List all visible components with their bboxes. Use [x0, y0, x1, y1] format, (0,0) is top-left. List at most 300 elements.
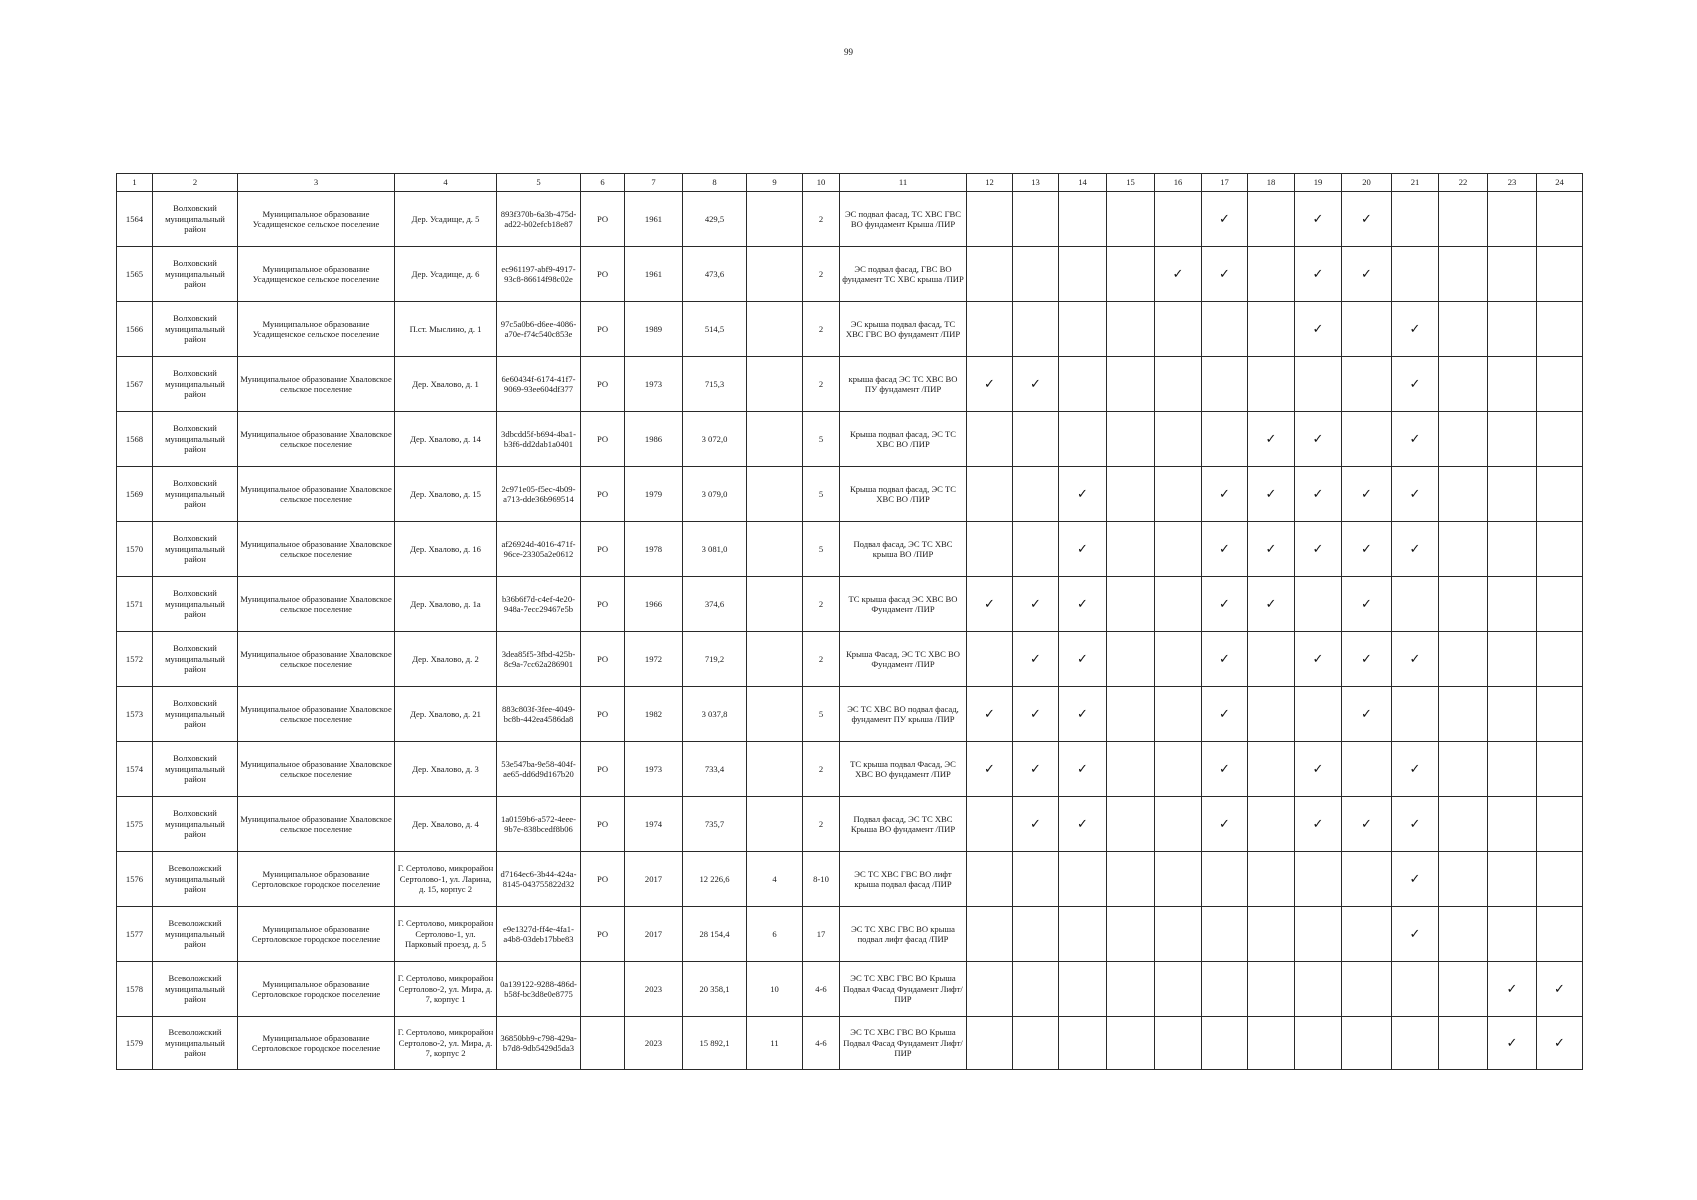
cell-col-21	[1392, 687, 1439, 742]
cell-commission-year: 1961	[625, 192, 683, 247]
cell-municipality: Муниципальное образование Хваловское сельское поселение	[238, 467, 395, 522]
cell-municipality: Муниципальное образование Усадищенское сельское поселение	[238, 247, 395, 302]
cell-fund-form: РО	[581, 907, 625, 962]
cell-fund-form: РО	[581, 577, 625, 632]
cell-col-23	[1488, 577, 1537, 632]
cell-col-20	[1342, 1017, 1392, 1070]
cell-col-18	[1248, 687, 1295, 742]
cell-col-12	[967, 907, 1013, 962]
cell-col-13	[1013, 302, 1059, 357]
column-number-16: 16	[1155, 174, 1202, 192]
checkmark-icon: ✓	[1312, 211, 1324, 227]
cell-entrances	[747, 357, 803, 412]
cell-col-16	[1155, 522, 1202, 577]
cell-fias-code: b36b6f7d-c4ef-4e20-948a-7ecc29467e5b	[497, 577, 581, 632]
cell-col-24	[1537, 632, 1583, 687]
cell-col-14	[1059, 962, 1107, 1017]
table-body	[117, 192, 1583, 1070]
cell-works-list: Крыша подвал фасад, ЭС ТС ХВС ВО /ПИР	[840, 467, 967, 522]
table-row	[117, 357, 1583, 412]
cell-row-number: 1564	[117, 192, 153, 247]
cell-commission-year: 1973	[625, 742, 683, 797]
cell-fias-code: e9e1327d-ff4e-4fa1-a4b8-03deb17bbe83	[497, 907, 581, 962]
cell-col-16	[1155, 577, 1202, 632]
cell-col-14	[1059, 412, 1107, 467]
cell-col-24	[1537, 742, 1583, 797]
cell-floors: 5	[803, 687, 840, 742]
cell-col-21	[1392, 907, 1439, 962]
cell-floors: 8-10	[803, 852, 840, 907]
column-number-21: 21	[1392, 174, 1439, 192]
cell-col-21	[1392, 742, 1439, 797]
cell-district: Волховский муниципальный район	[153, 467, 238, 522]
checkmark-icon: ✓	[1312, 431, 1324, 447]
cell-entrances	[747, 577, 803, 632]
checkmark-icon: ✓	[1077, 596, 1088, 612]
cell-works-list: ЭС ТС ХВС ГВС ВО лифт крыша подвал фасад /ПИР	[840, 852, 967, 907]
cell-col-20	[1342, 852, 1392, 907]
cell-entrances	[747, 467, 803, 522]
cell-fias-code: 3dea85f5-3fbd-425b-8c9a-7cc62a286901	[497, 632, 581, 687]
cell-address: Дер. Усадище, д. 6	[395, 247, 497, 302]
cell-col-24	[1537, 412, 1583, 467]
cell-municipality: Муниципальное образование Сертоловское городское поселение	[238, 1017, 395, 1070]
cell-col-13	[1013, 797, 1059, 852]
cell-col-24	[1537, 687, 1583, 742]
column-number-1: 1	[117, 174, 153, 192]
cell-col-23	[1488, 797, 1537, 852]
cell-commission-year: 2017	[625, 907, 683, 962]
cell-works-list: крыша фасад ЭС ТС ХВС ВО ПУ фундамент /ПИР	[840, 357, 967, 412]
cell-area: 735,7	[683, 797, 747, 852]
cell-col-18	[1248, 247, 1295, 302]
cell-col-15	[1107, 907, 1155, 962]
cell-district: Волховский муниципальный район	[153, 742, 238, 797]
cell-col-21	[1392, 247, 1439, 302]
cell-col-22	[1439, 632, 1488, 687]
table-row	[117, 192, 1583, 247]
cell-fund-form: РО	[581, 192, 625, 247]
cell-fias-code: 36850bb9-c798-429a-b7d8-9db5429d5da3	[497, 1017, 581, 1070]
cell-col-13	[1013, 522, 1059, 577]
cell-works-list: ТС крыша фасад ЭС ХВС ВО Фундамент /ПИР	[840, 577, 967, 632]
checkmark-icon: ✓	[1219, 816, 1230, 832]
cell-fund-form: РО	[581, 247, 625, 302]
cell-col-15	[1107, 577, 1155, 632]
cell-fund-form: РО	[581, 357, 625, 412]
cell-col-12	[967, 797, 1013, 852]
cell-col-14	[1059, 632, 1107, 687]
checkmark-icon: ✓	[1409, 431, 1421, 447]
cell-district: Всеволожский муниципальный район	[153, 852, 238, 907]
cell-col-17	[1202, 522, 1248, 577]
cell-col-22	[1439, 467, 1488, 522]
cell-district: Всеволожский муниципальный район	[153, 1017, 238, 1070]
cell-col-12	[967, 632, 1013, 687]
cell-col-21	[1392, 577, 1439, 632]
checkmark-icon: ✓	[1030, 376, 1041, 392]
cell-col-21	[1392, 357, 1439, 412]
cell-address: Дер. Хвалово, д. 14	[395, 412, 497, 467]
cell-address: Г. Сертолово, микрорайон Сертолово-2, ул. Мира, д. 7, корпус 1	[395, 962, 497, 1017]
cell-fund-form	[581, 1017, 625, 1070]
cell-row-number: 1567	[117, 357, 153, 412]
cell-col-19	[1295, 467, 1342, 522]
cell-col-18	[1248, 962, 1295, 1017]
cell-col-23	[1488, 357, 1537, 412]
cell-fund-form: РО	[581, 412, 625, 467]
table-row	[117, 577, 1583, 632]
column-number-12: 12	[967, 174, 1013, 192]
cell-commission-year: 1974	[625, 797, 683, 852]
table-row	[117, 247, 1583, 302]
cell-district: Волховский муниципальный район	[153, 302, 238, 357]
cell-col-21	[1392, 1017, 1439, 1070]
checkmark-icon: ✓	[1265, 541, 1277, 557]
cell-works-list: Крыша Фасад, ЭС ТС ХВС ВО Фундамент /ПИР	[840, 632, 967, 687]
cell-col-12	[967, 522, 1013, 577]
cell-works-list: ЭС ТС ХВС ВО подвал фасад, фундамент ПУ крыша /ПИР	[840, 687, 967, 742]
cell-col-18	[1248, 907, 1295, 962]
checkmark-icon: ✓	[1554, 1035, 1565, 1051]
cell-address: Дер. Хвалово, д. 4	[395, 797, 497, 852]
cell-col-18	[1248, 467, 1295, 522]
cell-area: 715,3	[683, 357, 747, 412]
cell-col-24	[1537, 357, 1583, 412]
cell-col-15	[1107, 797, 1155, 852]
checkmark-icon: ✓	[1361, 211, 1372, 227]
checkmark-icon: ✓	[1554, 981, 1565, 997]
cell-col-16	[1155, 192, 1202, 247]
cell-col-15	[1107, 632, 1155, 687]
checkmark-icon: ✓	[1030, 816, 1041, 832]
cell-col-20	[1342, 522, 1392, 577]
cell-col-20	[1342, 247, 1392, 302]
cell-col-17	[1202, 907, 1248, 962]
cell-col-17	[1202, 797, 1248, 852]
cell-col-15	[1107, 192, 1155, 247]
cell-municipality: Муниципальное образование Хваловское сельское поселение	[238, 577, 395, 632]
cell-col-17	[1202, 1017, 1248, 1070]
cell-col-24	[1537, 522, 1583, 577]
cell-col-23	[1488, 852, 1537, 907]
checkmark-icon: ✓	[984, 706, 995, 722]
cell-col-18	[1248, 357, 1295, 412]
cell-col-23	[1488, 192, 1537, 247]
cell-area: 733,4	[683, 742, 747, 797]
cell-floors: 5	[803, 467, 840, 522]
cell-municipality: Муниципальное образование Хваловское сельское поселение	[238, 632, 395, 687]
cell-entrances	[747, 247, 803, 302]
cell-col-20	[1342, 412, 1392, 467]
cell-col-14	[1059, 687, 1107, 742]
cell-area: 3 037,8	[683, 687, 747, 742]
table-row	[117, 907, 1583, 962]
cell-col-19	[1295, 357, 1342, 412]
cell-works-list: ЭС ТС ХВС ГВС ВО Крыша Подвал Фасад Фундамент Лифт/ ПИР	[840, 1017, 967, 1070]
column-number-4: 4	[395, 174, 497, 192]
cell-col-12	[967, 687, 1013, 742]
cell-col-14	[1059, 467, 1107, 522]
column-number-6: 6	[581, 174, 625, 192]
checkmark-icon: ✓	[1265, 486, 1277, 502]
cell-col-14	[1059, 247, 1107, 302]
cell-col-22	[1439, 797, 1488, 852]
cell-municipality: Муниципальное образование Усадищенское сельское поселение	[238, 192, 395, 247]
cell-col-18	[1248, 852, 1295, 907]
column-number-9: 9	[747, 174, 803, 192]
cell-municipality: Муниципальное образование Хваловское сельское поселение	[238, 357, 395, 412]
cell-col-13	[1013, 247, 1059, 302]
table-row	[117, 1017, 1583, 1070]
cell-col-17	[1202, 632, 1248, 687]
cell-commission-year: 1966	[625, 577, 683, 632]
cell-commission-year: 1978	[625, 522, 683, 577]
column-number-8: 8	[683, 174, 747, 192]
cell-address: Г. Сертолово, микрорайон Сертолово-1, ул. Парковый проезд, д. 5	[395, 907, 497, 962]
cell-district: Волховский муниципальный район	[153, 632, 238, 687]
cell-col-24	[1537, 907, 1583, 962]
cell-fias-code: 6e60434f-6174-41f7-9069-93ee604df377	[497, 357, 581, 412]
cell-col-12	[967, 577, 1013, 632]
checkmark-icon: ✓	[1265, 431, 1277, 447]
checkmark-icon: ✓	[1409, 541, 1421, 557]
cell-col-20	[1342, 687, 1392, 742]
cell-col-21	[1392, 302, 1439, 357]
cell-address: Дер. Хвалово, д. 15	[395, 467, 497, 522]
cell-col-22	[1439, 412, 1488, 467]
cell-works-list: ЭС крыша подвал фасад, ТС ХВС ГВС ВО фундамент /ПИР	[840, 302, 967, 357]
checkmark-icon: ✓	[1361, 651, 1372, 667]
cell-commission-year: 2023	[625, 1017, 683, 1070]
cell-col-16	[1155, 357, 1202, 412]
cell-col-13	[1013, 687, 1059, 742]
cell-col-21	[1392, 852, 1439, 907]
checkmark-icon: ✓	[1219, 596, 1230, 612]
checkmark-icon: ✓	[1361, 486, 1372, 502]
cell-col-14	[1059, 1017, 1107, 1070]
cell-entrances	[747, 742, 803, 797]
checkmark-icon: ✓	[1409, 871, 1421, 887]
cell-col-15	[1107, 687, 1155, 742]
cell-works-list: ТС крыша подвал Фасад, ЭС ХВС ВО фундамент /ПИР	[840, 742, 967, 797]
cell-col-13	[1013, 632, 1059, 687]
cell-col-20	[1342, 632, 1392, 687]
cell-district: Всеволожский муниципальный район	[153, 907, 238, 962]
cell-col-16	[1155, 632, 1202, 687]
cell-col-22	[1439, 577, 1488, 632]
cell-area: 28 154,4	[683, 907, 747, 962]
checkmark-icon: ✓	[1030, 761, 1041, 777]
cell-row-number: 1569	[117, 467, 153, 522]
cell-commission-year: 1986	[625, 412, 683, 467]
cell-col-19	[1295, 577, 1342, 632]
cell-col-22	[1439, 742, 1488, 797]
cell-commission-year: 1973	[625, 357, 683, 412]
cell-col-19	[1295, 907, 1342, 962]
cell-col-16	[1155, 852, 1202, 907]
cell-works-list: Подвал фасад, ЭС ТС ХВС Крыша ВО фундамент /ПИР	[840, 797, 967, 852]
cell-col-12	[967, 742, 1013, 797]
cell-municipality: Муниципальное образование Хваловское сельское поселение	[238, 412, 395, 467]
cell-col-15	[1107, 522, 1155, 577]
cell-area: 3 079,0	[683, 467, 747, 522]
cell-col-21	[1392, 797, 1439, 852]
cell-row-number: 1573	[117, 687, 153, 742]
cell-col-19	[1295, 687, 1342, 742]
cell-col-24	[1537, 852, 1583, 907]
cell-area: 3 081,0	[683, 522, 747, 577]
column-number-23: 23	[1488, 174, 1537, 192]
cell-col-16	[1155, 742, 1202, 797]
table-row	[117, 797, 1583, 852]
cell-row-number: 1570	[117, 522, 153, 577]
cell-district: Волховский муниципальный район	[153, 687, 238, 742]
cell-col-24	[1537, 467, 1583, 522]
cell-address: Дер. Хвалово, д. 21	[395, 687, 497, 742]
checkmark-icon: ✓	[1265, 596, 1277, 612]
table-row	[117, 632, 1583, 687]
cell-row-number: 1578	[117, 962, 153, 1017]
cell-fund-form: РО	[581, 522, 625, 577]
cell-col-22	[1439, 522, 1488, 577]
cell-col-23	[1488, 302, 1537, 357]
column-number-13: 13	[1013, 174, 1059, 192]
cell-col-18	[1248, 1017, 1295, 1070]
checkmark-icon: ✓	[1506, 1035, 1518, 1051]
cell-fias-code: 0a139122-9288-486d-b58f-bc3d8e0e8775	[497, 962, 581, 1017]
cell-col-23	[1488, 522, 1537, 577]
cell-col-19	[1295, 852, 1342, 907]
cell-floors: 2	[803, 577, 840, 632]
cell-col-20	[1342, 357, 1392, 412]
cell-fund-form: РО	[581, 852, 625, 907]
cell-fund-form: РО	[581, 302, 625, 357]
cell-col-12	[967, 467, 1013, 522]
cell-col-16	[1155, 1017, 1202, 1070]
cell-col-22	[1439, 302, 1488, 357]
column-number-15: 15	[1107, 174, 1155, 192]
cell-col-16	[1155, 797, 1202, 852]
cell-col-23	[1488, 467, 1537, 522]
cell-municipality: Муниципальное образование Сертоловское городское поселение	[238, 852, 395, 907]
column-number-24: 24	[1537, 174, 1583, 192]
column-number-22: 22	[1439, 174, 1488, 192]
cell-col-17	[1202, 302, 1248, 357]
cell-district: Волховский муниципальный район	[153, 797, 238, 852]
cell-floors: 17	[803, 907, 840, 962]
cell-col-13	[1013, 962, 1059, 1017]
cell-col-19	[1295, 302, 1342, 357]
cell-area: 514,5	[683, 302, 747, 357]
cell-col-17	[1202, 742, 1248, 797]
cell-address: Г. Сертолово, микрорайон Сертолово-1, ул. Ларина, д. 15, корпус 2	[395, 852, 497, 907]
cell-address: Дер. Хвалово, д. 16	[395, 522, 497, 577]
cell-district: Волховский муниципальный район	[153, 192, 238, 247]
cell-col-14	[1059, 192, 1107, 247]
cell-col-14	[1059, 742, 1107, 797]
cell-col-20	[1342, 962, 1392, 1017]
cell-col-22	[1439, 192, 1488, 247]
cell-col-21	[1392, 192, 1439, 247]
cell-col-15	[1107, 742, 1155, 797]
checkmark-icon: ✓	[1409, 376, 1421, 392]
cell-col-24	[1537, 192, 1583, 247]
cell-col-14	[1059, 302, 1107, 357]
cell-entrances	[747, 192, 803, 247]
cell-col-12	[967, 192, 1013, 247]
checkmark-icon: ✓	[1312, 761, 1324, 777]
cell-col-20	[1342, 302, 1392, 357]
checkmark-icon: ✓	[1030, 706, 1041, 722]
cell-col-16	[1155, 247, 1202, 302]
cell-col-23	[1488, 632, 1537, 687]
cell-fund-form: РО	[581, 742, 625, 797]
table-row	[117, 522, 1583, 577]
cell-col-24	[1537, 797, 1583, 852]
cell-municipality: Муниципальное образование Хваловское сельское поселение	[238, 797, 395, 852]
cell-col-24	[1537, 247, 1583, 302]
checkmark-icon: ✓	[1312, 266, 1324, 282]
checkmark-icon: ✓	[1030, 651, 1041, 667]
cell-col-20	[1342, 192, 1392, 247]
cell-fias-code: 97c5a0b6-d6ee-4086-a70e-f74c540c853e	[497, 302, 581, 357]
cell-col-15	[1107, 962, 1155, 1017]
cell-col-15	[1107, 412, 1155, 467]
cell-col-17	[1202, 962, 1248, 1017]
checkmark-icon: ✓	[984, 376, 995, 392]
checkmark-icon: ✓	[1312, 651, 1324, 667]
cell-col-19	[1295, 412, 1342, 467]
column-number-20: 20	[1342, 174, 1392, 192]
cell-col-22	[1439, 357, 1488, 412]
cell-entrances: 6	[747, 907, 803, 962]
cell-col-18	[1248, 302, 1295, 357]
cell-col-15	[1107, 357, 1155, 412]
checkmark-icon: ✓	[1361, 596, 1372, 612]
cell-col-19	[1295, 797, 1342, 852]
cell-commission-year: 1982	[625, 687, 683, 742]
cell-col-16	[1155, 467, 1202, 522]
cell-area: 429,5	[683, 192, 747, 247]
cell-fias-code: 3dbcdd5f-b694-4ba1-b3f6-dd2dab1a0401	[497, 412, 581, 467]
cell-col-15	[1107, 467, 1155, 522]
checkmark-icon: ✓	[1361, 816, 1372, 832]
cell-col-14	[1059, 522, 1107, 577]
cell-col-13	[1013, 467, 1059, 522]
cell-fund-form: РО	[581, 632, 625, 687]
cell-col-17	[1202, 467, 1248, 522]
cell-col-13	[1013, 412, 1059, 467]
cell-fias-code: 53e547ba-9e58-404f-ae65-dd6d9d167b20	[497, 742, 581, 797]
housing-register-table	[116, 173, 1583, 1070]
checkmark-icon: ✓	[1361, 266, 1372, 282]
checkmark-icon: ✓	[1219, 706, 1230, 722]
cell-col-17	[1202, 577, 1248, 632]
table-row	[117, 852, 1583, 907]
cell-col-13	[1013, 577, 1059, 632]
checkmark-icon: ✓	[1219, 486, 1230, 502]
cell-row-number: 1572	[117, 632, 153, 687]
cell-col-13	[1013, 852, 1059, 907]
checkmark-icon: ✓	[1361, 541, 1372, 557]
cell-entrances	[747, 412, 803, 467]
cell-fias-code: 2c971e05-f5ec-4b09-a713-dde36b969514	[497, 467, 581, 522]
cell-municipality: Муниципальное образование Сертоловское городское поселение	[238, 907, 395, 962]
cell-entrances	[747, 302, 803, 357]
cell-col-23	[1488, 1017, 1537, 1070]
cell-address: Дер. Хвалово, д. 3	[395, 742, 497, 797]
